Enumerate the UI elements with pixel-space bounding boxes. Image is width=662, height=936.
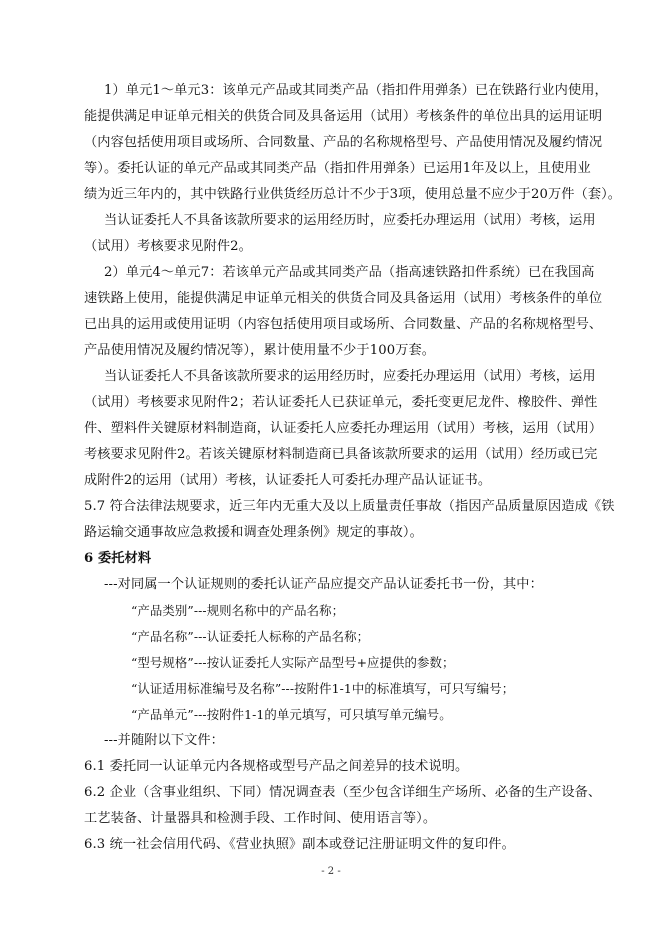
- section-heading: 6 委托材料: [84, 551, 152, 566]
- paragraph-line: 成附件2的运用（试用）考核，认证委托人可委托办理产品认证证书。: [84, 473, 492, 488]
- paragraph-line: （试用）考核要求见附件2。: [84, 239, 252, 254]
- paragraph-line: 1）单元1～单元3：该单元产品或其同类产品（指扣件用弹条）已在铁路行业内使用，: [104, 83, 608, 98]
- clause-5-7-line: 路运输交通事故应急救援和调查处理条例》规定的事故）。: [84, 525, 423, 540]
- paragraph-line: 考核要求见附件2。若该关键原材料制造商已具备该款所要求的运用（试用）经历或已完: [84, 447, 598, 462]
- paragraph-line: 能提供满足申证单元相关的供货合同及具备运用（试用）考核条件的单位出具的运用证明: [84, 109, 603, 124]
- paragraph-line: （内容包括使用项目或场所、合同数量、产品的名称规格型号、产品使用情况及履约情况: [84, 135, 603, 150]
- paragraph-line: 当认证委托人不具备该款所要求的运用经历时，应委托办理运用（试用）考核，运用: [104, 369, 596, 384]
- paragraph-line: ---对同属一个认证规则的委托认证产品应提交产品认证委托书一份，其中：: [104, 577, 543, 592]
- paragraph-line: 等）。委托认证的单元产品或其同类产品（指扣件用弹条）已运用1年及以上，且使用业: [84, 161, 591, 176]
- form-field-note: “认证适用标准编号及名称”---按附件1-1中的标准填写，可只写编号；: [131, 681, 515, 696]
- clause-5-7-line: 5.7 符合法律法规要求，近三年内无重大及以上质量责任事故（指因产品质量原因造成《铁: [84, 499, 615, 514]
- form-field-note: “产品名称”---认证委托人标称的产品名称；: [131, 629, 370, 644]
- paragraph-line: 绩为近三年内的，其中铁路行业供货经历总计不少于3项，使用总量不应少于20万件（套）。: [84, 187, 622, 202]
- paragraph-line: 产品使用情况及履约情况等），累计使用量不少于100万套。: [84, 343, 436, 358]
- paragraph-line: 件、塑料件关键原材料制造商，认证委托人应委托办理运用（试用）考核，运用（试用）: [84, 421, 603, 436]
- form-field-note: “产品类别”---规则名称中的产品名称；: [131, 603, 345, 618]
- paragraph-line: 2）单元4～单元7：若该单元产品或其同类产品（指高速铁路扣件系统）已在我国高: [104, 265, 595, 280]
- paragraph-line: （试用）考核要求见附件2；若认证委托人已获证单元，委托变更尼龙件、橡胶件、弹性: [84, 395, 598, 410]
- paragraph-line: 速铁路上使用，能提供满足申证单元相关的供货合同及具备运用（试用）考核条件的单位: [84, 291, 603, 306]
- clause-line: 6.3 统一社会信用代码、《营业执照》副本或登记注册证明文件的复印件。: [84, 837, 515, 852]
- paragraph-line: 已出具的运用或使用证明（内容包括使用项目或场所、合同数量、产品的名称规格型号、: [84, 317, 603, 332]
- page-number: - 2 -: [321, 866, 341, 877]
- form-field-note: “型号规格”---按认证委托人实际产品型号+应提供的参数；: [131, 655, 455, 670]
- clause-line: 工艺装备、计量器具和检测手段、工作时间、使用语言等）。: [84, 811, 437, 826]
- paragraph-line: ---并随附以下文件：: [104, 733, 224, 748]
- paragraph-line: 当认证委托人不具备该款所要求的运用经历时，应委托办理运用（试用）考核，运用: [104, 213, 596, 228]
- form-field-note: “产品单元”---按附件1-1的单元填写，可只填写单元编号。: [131, 707, 452, 722]
- clause-line: 6.2 企业（含事业组织、下同）情况调查表（至少包含详细生产场所、必备的生产设备、: [84, 785, 602, 800]
- clause-line: 6.1 委托同一认证单元内各规格或型号产品之间差异的技术说明。: [84, 759, 469, 774]
